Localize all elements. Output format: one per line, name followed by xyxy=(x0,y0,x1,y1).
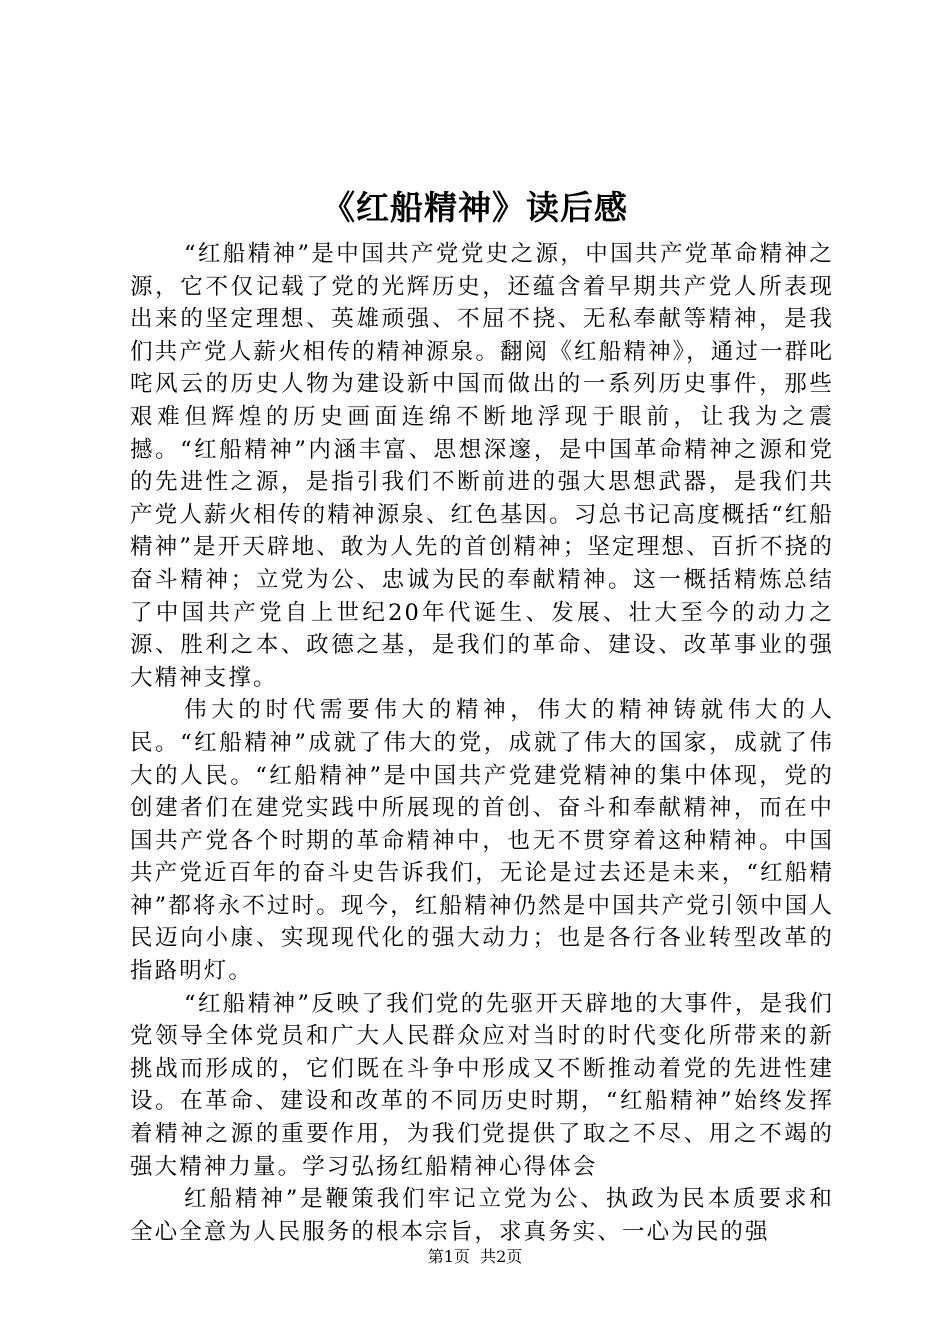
page-footer xyxy=(0,1246,950,1268)
paragraph-4: 红船精神”是鞭策我们牢记立党为公、执政为民本质要求和全心全意为人民服务的根本宗旨，求真务实、一心为民的强 xyxy=(130,1186,834,1245)
paragraph-1: “红船精神”是中国共产党党史之源，中国共产党革命精神之源，它不仅记载了党的光辉历史，还蕴含着早期共产党人所表现出来的坚定理想、英雄顽强、不屈不挠、无私奉献等精神，是我们共产党人薪火相传的精神源泉。翻阅《红船精神》，通过一群叱咤风云的历史人物为建设新中国而做出的一系列历史事件，那些艰难但辉煌的历史画面连绵不断地浮现于眼前，让我为之震撼。“红船精神”内涵丰富、思想深邃，是中国革命精神之源和党的先进性之源，是指引我们不断前进的强大思想武器，是我们共产党人薪火相传的精神源泉、红色基因。习总书记高度概括“红船精神”是开天辟地、敢为人先的首创精神；坚定理想、百折不挠的奋斗精神；立党为公、忠诚为民的奉献精神。这一概括精炼总结了中国共产党自上世纪20年代诞生、发展、壮大至今的动力之源、胜利之本、政德之基，是我们的革命、建设、改革事业的强大精神支撑。 xyxy=(130,241,834,691)
paragraph-2: 伟大的时代需要伟大的精神，伟大的精神铸就伟大的人民。“红船精神”成就了伟大的党，成就了伟大的国家，成就了伟大的人民。“红船精神”是中国共产党建党精神的集中体现，党的创建者们在建党实践中所展现的首创、奋斗和奉献精神，而在中国共产党各个时期的革命精神中，也无不贯穿着这种精神。中国共产党近百年的奋斗史告诉我们，无论是过去还是未来，“红船精神”都将永不过时。现今，红船精神仍然是中国共产党引领中国人民迈向小康、实现现代化的强大动力；也是各行各业转型改革的指路明灯。 xyxy=(130,697,834,985)
paragraph-3: “红船精神”反映了我们党的先驱开天辟地的大事件，是我们党领导全体党员和广大人民群众应对当时的时代变化所带来的新挑战而形成的，它们既在斗争中形成又不断推动着党的先进性建设。在革命、建设和改革的不同历史时期，“红船精神”始终发挥着精神之源的重要作用，为我们党提供了取之不尽、用之不竭的强大精神力量。学习弘扬红船精神心得体会 xyxy=(130,990,834,1180)
document-title: 《红船精神》读后感 xyxy=(322,188,628,227)
page-number-label: 第1页 共2页 xyxy=(427,1247,523,1266)
document-body xyxy=(130,238,834,1248)
